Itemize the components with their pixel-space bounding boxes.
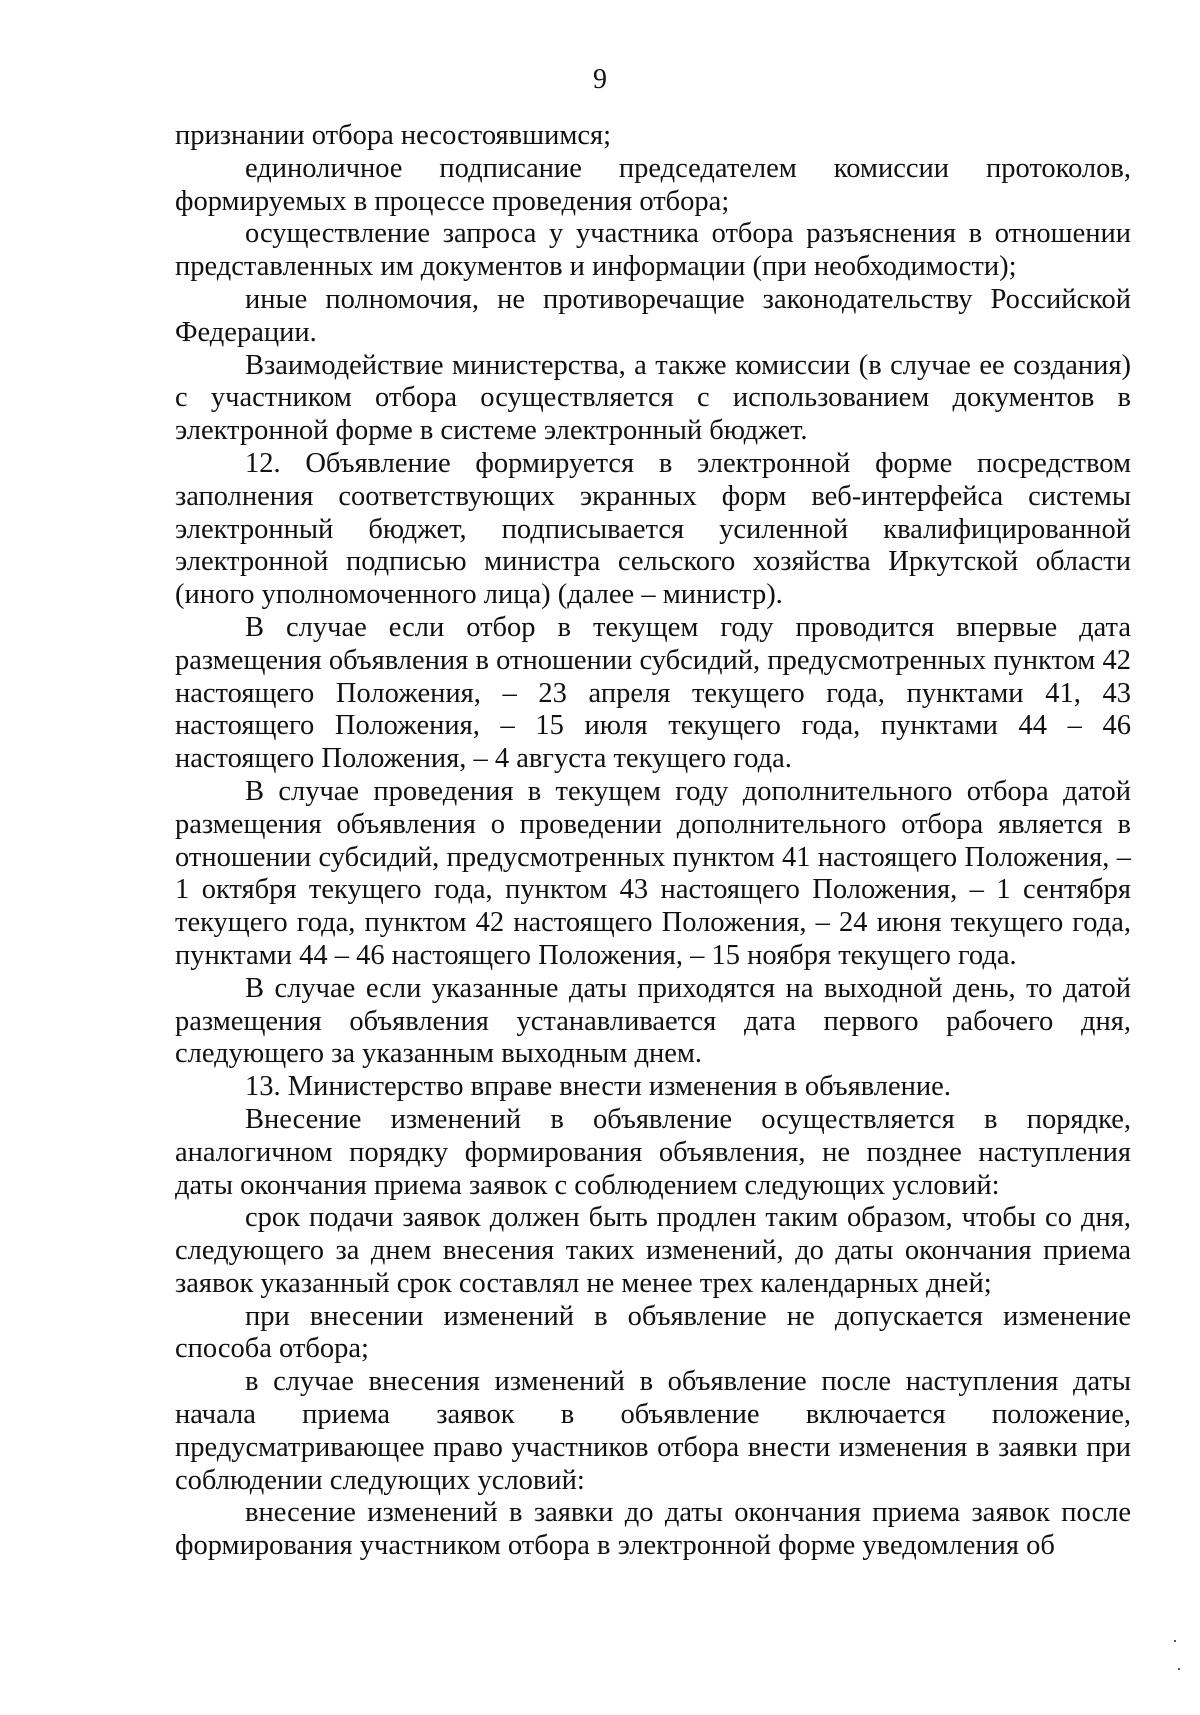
paragraph: внесение изменений в заявки до даты окончания приема заявок после формирования участником отбора в электронной форме уведомления об bbox=[175, 1497, 1131, 1562]
paragraph: при внесении изменений в объявление не допускается изменение способа отбора; bbox=[175, 1300, 1131, 1365]
paragraph: 13. Министерство вправе внести изменения в объявление. bbox=[245, 1071, 951, 1103]
paragraph: в случае внесения изменений в объявление после наступления даты начала приема заявок в объявление включается положение, предусматривающее право участников отбора внести изменения в заявки при соблюдении следующих условий: bbox=[175, 1366, 1131, 1496]
scan-speck bbox=[1178, 1668, 1180, 1670]
paragraph: срок подачи заявок должен быть продлен таким образом, чтобы со дня, следующего за днем внесения таких изменений, до даты окончания приема заявок указанный срок составлял не менее трех календарных дней; bbox=[175, 1202, 1131, 1299]
paragraph: осуществление запроса у участника отбора разъяснения в отношении представленных им документов и информации (при необходимости); bbox=[175, 218, 1131, 283]
paragraph: иные полномочия, не противоречащие законодательству Российской Федерации. bbox=[175, 283, 1131, 348]
paragraph: Внесение изменений в объявление осуществляется в порядке, аналогичном порядку формирования объявления, не позднее наступления даты окончания приема заявок с соблюдением следующих условий: bbox=[175, 1103, 1131, 1201]
scan-speck bbox=[1174, 1640, 1176, 1642]
paragraph: 12. Объявление формируется в электронной форме посредством заполнения соответствующих экранных форм веб-интерфейса системы электронный бюджет, подписывается усиленной квалифицированной электронной подписью министра сельского хозяйства Иркутской области (иного уполномоченного лица) (далее – министр). bbox=[175, 447, 1131, 611]
paragraph: Взаимодействие министерства, а также комиссии (в случае ее создания) с участником отбора осуществляется с использованием документов в электронной форме в системе электронный бюджет. bbox=[175, 349, 1131, 447]
page-number: 9 bbox=[593, 64, 607, 95]
paragraph: В случае проведения в текущем году дополнительного отбора датой размещения объявления о проведении дополнительного отбора является в отношении субсидий, предусмотренных пунктом 41 настоящего Положения, – 1 октября текущего года, пунктом 43 настоящего Положения, – 1 сентября текущего года, пунктом 42 настоящего Положения, – 24 июня текущего года, пунктами 44 – 46 настоящего Положения, – 15 ноября текущего года. bbox=[175, 775, 1131, 971]
paragraph: В случае если указанные даты приходятся на выходной день, то датой размещения объявления устанавливается дата первого рабочего дня, следующего за указанным выходным днем. bbox=[175, 972, 1131, 1070]
paragraph: В случае если отбор в текущем году проводится впервые дата размещения объявления в отношении субсидий, предусмотренных пунктом 42 настоящего Положения, – 23 апреля текущего года, пунктами 41, 43 настоящего Положения, – 15 июля текущего года, пунктами 44 – 46 настоящего Положения, – 4 августа текущего года. bbox=[175, 611, 1131, 775]
paragraph: единоличное подписание председателем комиссии протоколов, формируемых в процессе проведения отбора; bbox=[175, 152, 1131, 217]
document-body bbox=[175, 120, 1131, 1563]
paragraph: признании отбора несостоявшимся; bbox=[175, 120, 612, 151]
